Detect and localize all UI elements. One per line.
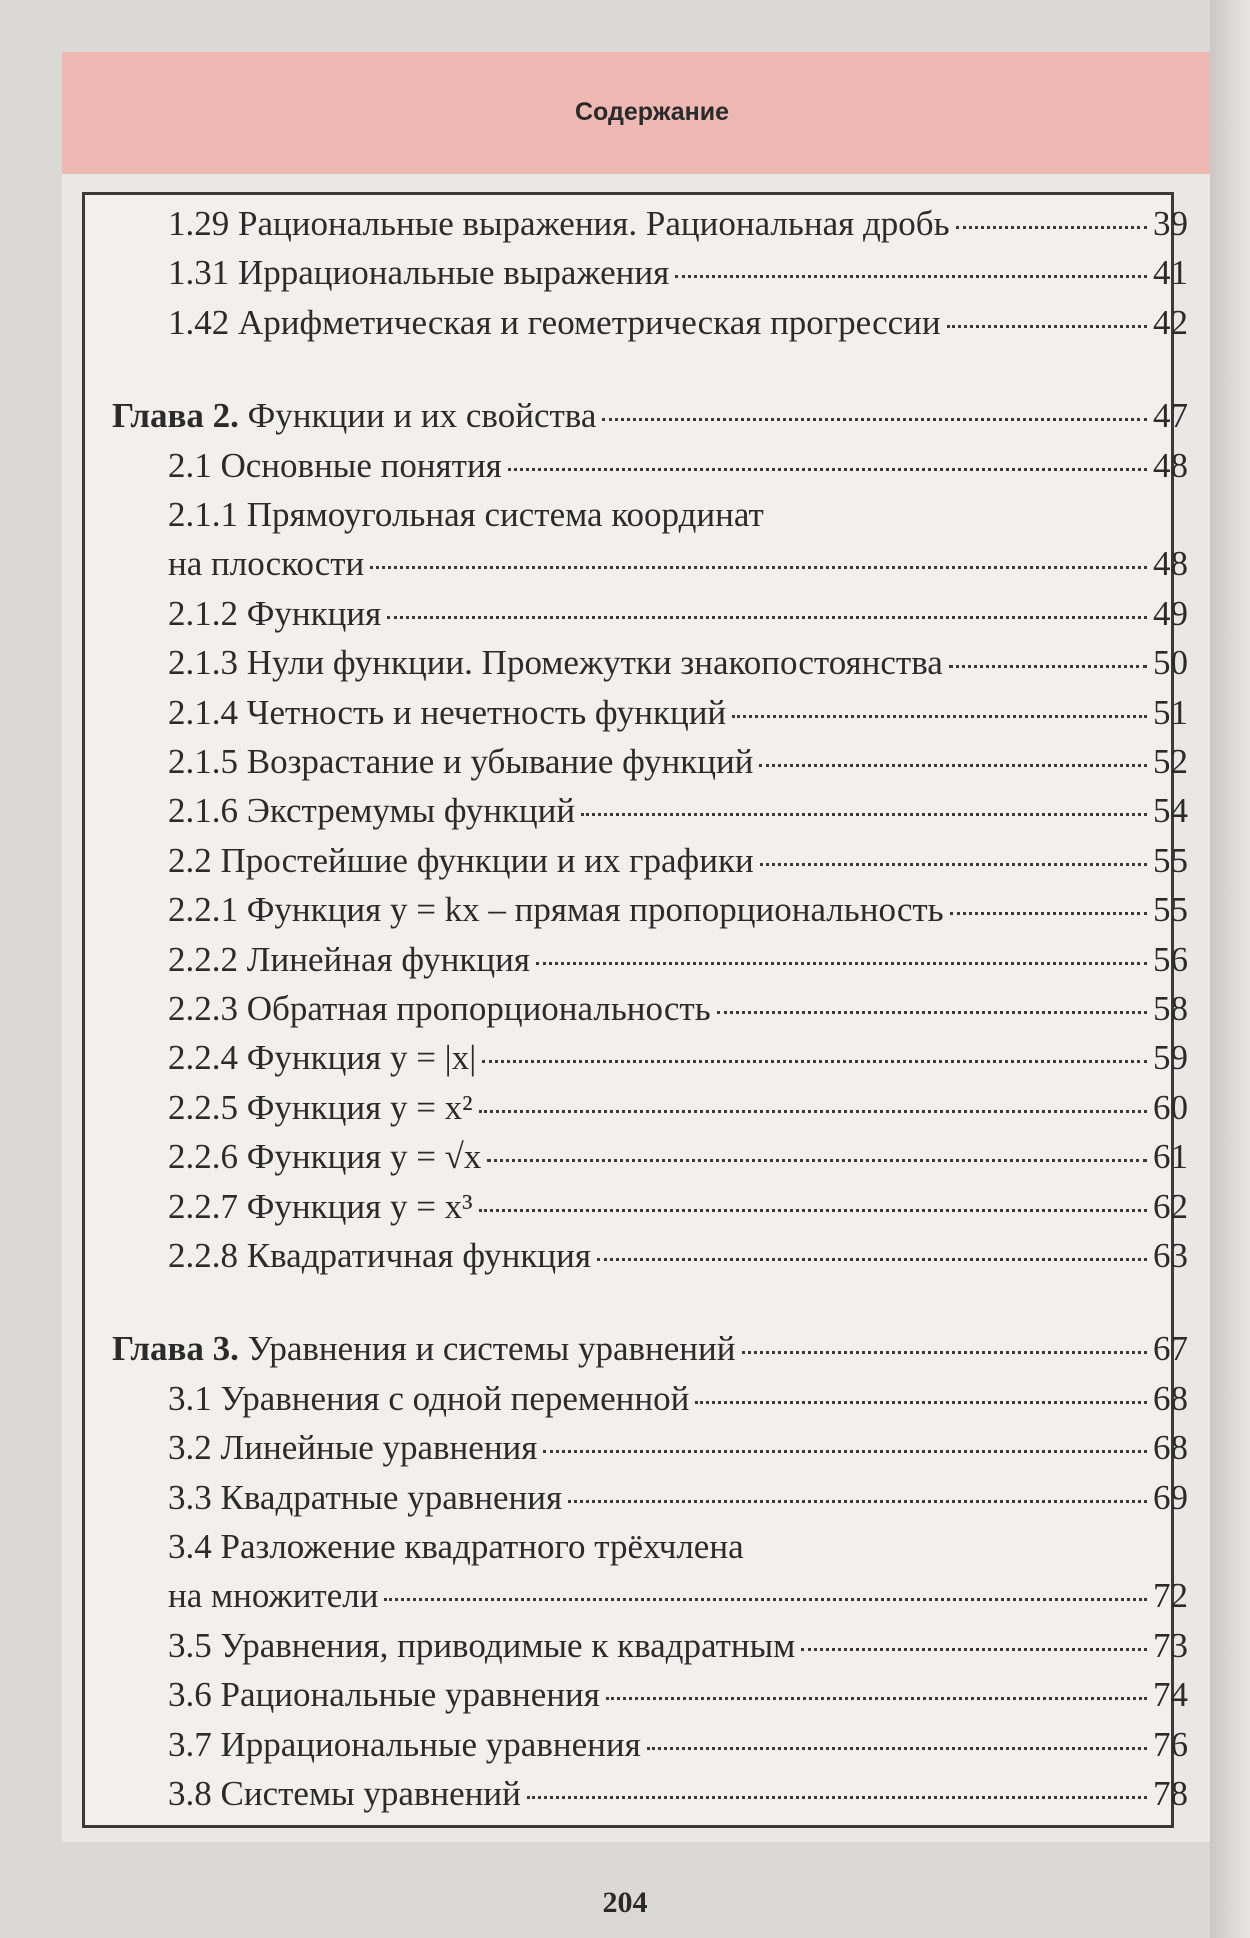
- toc-entry: [168, 303, 1188, 345]
- toc-page-number: 68: [1153, 1428, 1188, 1468]
- toc-entry-title: 2.2 Простейшие функции и их графики: [168, 840, 754, 880]
- toc-page-number: 62: [1153, 1186, 1188, 1226]
- page-edge-shadow: [1210, 0, 1250, 1938]
- dot-leader: [487, 1159, 1147, 1162]
- toc-chapter: [112, 396, 1188, 438]
- toc-page-number: 63: [1153, 1236, 1188, 1275]
- toc-entry-title: 3.5 Уравнения, приводимые к квадратным: [168, 1625, 796, 1665]
- dot-leader: [597, 1258, 1147, 1261]
- dot-leader: [387, 616, 1147, 619]
- dot-leader: [479, 1110, 1147, 1113]
- toc-page-number: 68: [1153, 1378, 1188, 1418]
- toc-entry-title: 2.2.7 Функция y = x³: [168, 1186, 473, 1226]
- toc-entry: [168, 1187, 1188, 1229]
- toc-entry-title: 2.2.2 Линейная функция: [168, 939, 530, 979]
- dot-leader: [543, 1450, 1147, 1453]
- toc-entry: [168, 693, 1188, 735]
- dot-leader: [581, 813, 1147, 816]
- toc-entry-title: [112, 396, 596, 436]
- toc-page-number: 48: [1153, 544, 1188, 584]
- toc-entry-title: 2.1.4 Четность и нечетность функций: [168, 692, 727, 732]
- dot-leader: [742, 1351, 1148, 1354]
- toc-page-number: 47: [1153, 396, 1188, 436]
- dot-leader: [801, 1648, 1147, 1651]
- toc-entry-title: 2.2.8 Квадратичная функция: [168, 1236, 591, 1275]
- dot-leader: [956, 226, 1147, 229]
- dot-leader: [568, 1500, 1147, 1503]
- toc-entry-continuation: на множители: [168, 1576, 379, 1616]
- toc-entry: [168, 1137, 1188, 1179]
- toc-page-number: 60: [1153, 1087, 1188, 1127]
- dot-leader: [949, 665, 1147, 668]
- toc-page-number: 42: [1153, 302, 1188, 342]
- toc-page-number: 58: [1153, 989, 1188, 1028]
- toc-entry: [168, 253, 1188, 295]
- toc-entry: [168, 1428, 1188, 1470]
- toc-page-number: 69: [1153, 1477, 1188, 1517]
- toc-entry-title: 2.1 Основные понятия: [168, 445, 502, 485]
- dot-leader: [536, 962, 1147, 965]
- toc-entry-title: 2.1.3 Нули функции. Промежутки знакопостоянства: [168, 643, 943, 683]
- toc-page-number: 39: [1153, 204, 1188, 243]
- toc-entry-title: 3.3 Квадратные уравнения: [168, 1477, 563, 1517]
- dot-leader: [947, 325, 1147, 328]
- toc-entry: [168, 446, 1188, 488]
- toc-entry-title: 2.1.6 Экстремумы функций: [168, 791, 576, 831]
- toc-entry-title: 2.2.1 Функция y = kx – прямая пропорциональность: [168, 890, 944, 930]
- dot-leader: [384, 1598, 1147, 1601]
- dot-leader: [370, 566, 1147, 569]
- toc-entry-title: 2.1.5 Возрастание и убывание функций: [168, 742, 754, 781]
- toc-entry: [168, 791, 1188, 833]
- toc-entry-title: 3.4 Разложение квадратного трёхчлена: [168, 1527, 744, 1566]
- toc-entry-title: 2.2.4 Функция y = |x|: [168, 1038, 477, 1078]
- toc-entry-title: 1.31 Иррациональные выражения: [168, 253, 670, 293]
- toc-page-number: 72: [1153, 1576, 1188, 1616]
- toc-entry-title: [112, 1329, 736, 1369]
- toc-entry: [168, 1088, 1188, 1130]
- toc-chapter: [112, 1329, 1188, 1371]
- toc-entry: [168, 742, 1188, 784]
- toc-entry: [168, 594, 1188, 636]
- toc-entry-title: 3.6 Рациональные уравнения: [168, 1675, 600, 1715]
- toc-entry-title: 2.1.1 Прямоугольная система координат: [168, 495, 764, 534]
- toc-entry: [168, 1379, 1188, 1421]
- toc-entry-title: 3.1 Уравнения с одной переменной: [168, 1378, 690, 1418]
- dot-leader: [950, 912, 1147, 915]
- toc-entry: [168, 989, 1188, 1031]
- toc-entry: [168, 643, 1188, 685]
- toc-entry: [168, 890, 1188, 932]
- toc-page-number: 67: [1153, 1329, 1188, 1369]
- toc-page-number: 78: [1153, 1774, 1188, 1813]
- toc-entry-title: 3.7 Иррациональные уравнения: [168, 1724, 641, 1764]
- toc-page-number: 59: [1153, 1038, 1188, 1078]
- toc-page-number: 55: [1153, 840, 1188, 880]
- toc-entry-title: 1.42 Арифметическая и геометрическая прогрессии: [168, 302, 941, 342]
- toc-entry-title: 2.1.2 Функция: [168, 593, 382, 633]
- toc-entry-title: 2.2.6 Функция y = √x: [168, 1137, 482, 1177]
- toc-page-number: 48: [1153, 445, 1188, 485]
- dot-leader: [675, 275, 1147, 278]
- dot-leader: [759, 764, 1147, 767]
- dot-leader: [732, 715, 1147, 718]
- toc-entry-continuation: на плоскости: [168, 544, 365, 584]
- toc-entry: [168, 1725, 1188, 1767]
- toc-page-number: 49: [1153, 593, 1188, 633]
- dot-leader: [479, 1209, 1147, 1212]
- toc-page-number: 55: [1153, 890, 1188, 930]
- dot-leader: [527, 1796, 1147, 1799]
- toc-entry: [168, 1236, 1188, 1278]
- dot-leader: [602, 418, 1147, 421]
- page-number: 204: [602, 1886, 648, 1919]
- toc-entry-title: 2.2.3 Обратная пропорциональность: [168, 989, 711, 1028]
- chapter-label: Глава 2.: [112, 396, 239, 436]
- toc-entry: [168, 1576, 1188, 1618]
- dot-leader: [508, 468, 1147, 471]
- toc-entry: [168, 1478, 1188, 1520]
- dot-leader: [695, 1401, 1147, 1404]
- toc-page-number: 76: [1153, 1724, 1188, 1764]
- toc-entry: [168, 841, 1188, 883]
- dot-leader: [606, 1697, 1147, 1700]
- dot-leader: [717, 1011, 1147, 1014]
- toc-entry: [168, 1038, 1188, 1080]
- page-header-title: Содержание: [574, 98, 730, 126]
- dot-leader: [482, 1060, 1147, 1063]
- chapter-title: Уравнения и системы уравнений: [238, 1329, 736, 1369]
- toc-entry-title: 3.2 Линейные уравнения: [168, 1428, 538, 1468]
- toc-entry: [168, 940, 1188, 982]
- dot-leader: [647, 1747, 1147, 1750]
- toc-page-number: 52: [1153, 742, 1188, 781]
- toc-entry: [168, 1626, 1188, 1668]
- toc-page-number: 54: [1153, 791, 1188, 831]
- dot-leader: [760, 863, 1147, 866]
- toc-page-number: 51: [1153, 692, 1188, 732]
- toc-entry-title: 2.2.5 Функция y = x²: [168, 1087, 473, 1127]
- toc-entry: [168, 1675, 1188, 1717]
- chapter-title: Функции и их свойства: [238, 396, 597, 436]
- chapter-label: Глава 3.: [112, 1329, 239, 1369]
- toc-page-number: 56: [1153, 939, 1188, 979]
- toc-entry: [168, 204, 1188, 246]
- toc-page-number: 50: [1153, 643, 1188, 683]
- toc-page-number: 61: [1153, 1137, 1188, 1177]
- toc-page-number: 73: [1153, 1625, 1188, 1665]
- toc-entry: [168, 1774, 1188, 1816]
- toc-entry: [168, 544, 1188, 586]
- toc-page-number: 41: [1153, 253, 1188, 293]
- toc-entry-title: 3.8 Системы уравнений: [168, 1774, 521, 1813]
- toc-page-number: 74: [1153, 1675, 1188, 1715]
- toc-entry-title: 1.29 Рациональные выражения. Рациональная дробь: [168, 204, 950, 243]
